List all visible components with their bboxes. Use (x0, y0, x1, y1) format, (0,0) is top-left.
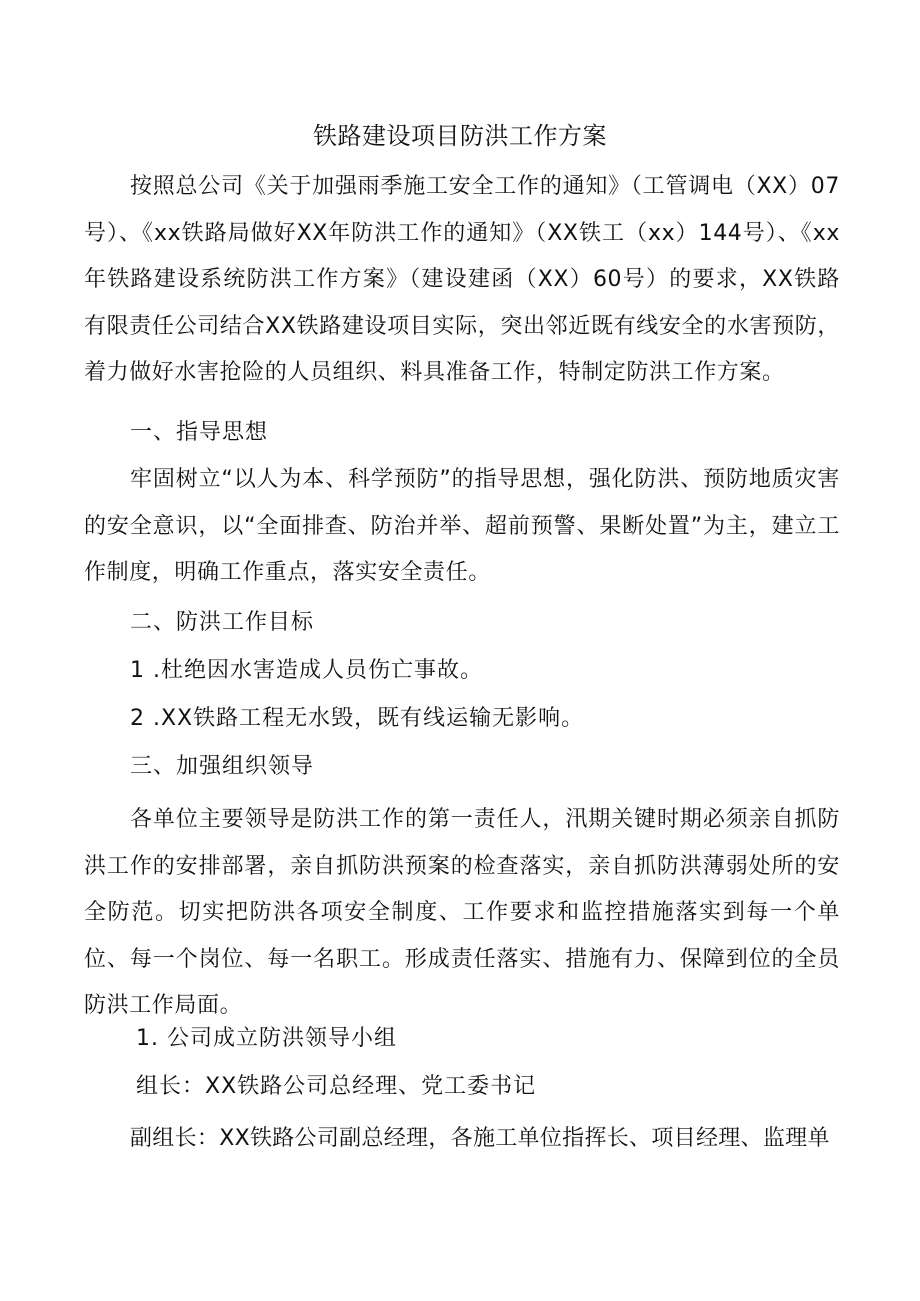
leadership-paragraph: 各单位主要领导是防洪工作的第一责任人，汛期关键时期必须亲自抓防洪工作的安排部署，亲自抓防洪预案的检查落实，亲自抓防洪薄弱处所的安全防范。切实把防洪各项安全制度、工作要求和监控措施落实到每一个单位、每一个岗位、每一名职工。形成责任落实、措施有力、保障到位的全员防洪工作局面。 (84, 807, 840, 1018)
subheading-leading-group: 1. 公司成立防洪领导小组 (136, 1026, 397, 1051)
section-heading-flood-goals: 二、防洪工作目标 (130, 610, 315, 635)
document-title: 铁路建设项目防洪工作方案 (313, 122, 607, 150)
goal-item-2: 2 .XX铁路工程无水毁，既有线运输无影响。 (130, 706, 585, 731)
guiding-thought-paragraph: 牢固树立“以人为本、科学预防”的指导思想，强化防洪、预防地质灾害的安全意识，以“全面排查、防治并举、超前预警、果断处置”为主，建立工作制度，明确工作重点，落实安全责任。 (84, 467, 840, 585)
section-heading-leadership: 三、加强组织领导 (130, 754, 315, 779)
section-heading-guiding-thought: 一、指导思想 (130, 420, 269, 445)
deputy-leader-line: 副组长：XX铁路公司副总经理，各施工单位指挥长、项目经理、监理单 (130, 1126, 830, 1151)
group-leader-line: 组长：XX铁路公司总经理、党工委书记 (136, 1074, 537, 1099)
goal-item-1: 1 .杜绝因水害造成人员伤亡事故。 (130, 658, 483, 683)
intro-paragraph: 按照总公司《关于加强雨季施工安全工作的通知》（工管调电（XX）07号）、《xx铁路局做好XX年防洪工作的通知》（XX铁工（xx）144号）、《xx年铁路建设系统防洪工作方案》（建设建函（XX）60号）的要求，XX铁路有限责任公司结合XX铁路建设项目实际，突出邻近既有线安全的水害预防，着力做好水害抢险的人员组织、料具准备工作，特制定防洪工作方案。 (84, 174, 840, 385)
